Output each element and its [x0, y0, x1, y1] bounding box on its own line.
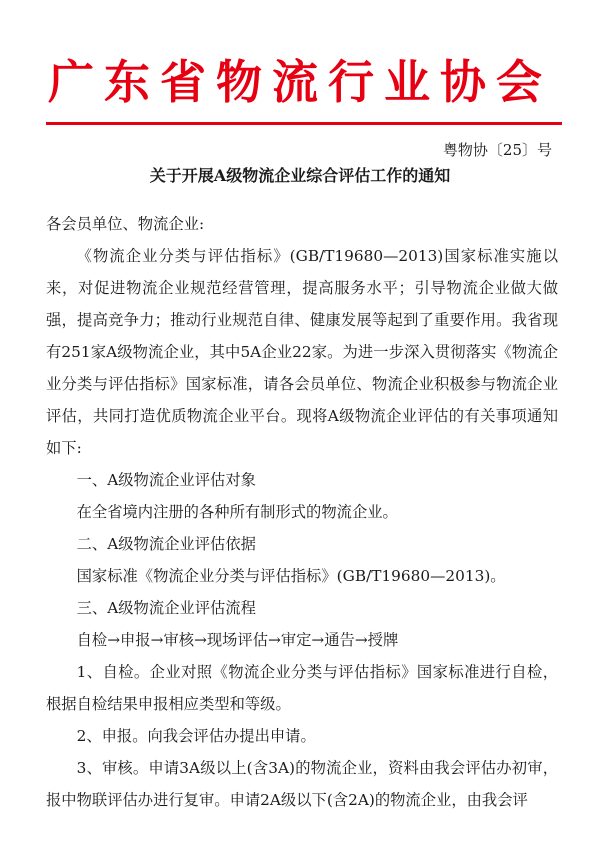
section-text-2: 国家标准《物流企业分类与评估指标》(GB/T19680—2013)。: [76, 567, 506, 585]
section-heading-3: 三、A级物流企业评估流程: [76, 599, 256, 617]
section-heading-2: 二、A级物流企业评估依据: [76, 535, 256, 553]
intro-paragraph: 《物流企业分类与评估指标》(GB/T19680—2013)国家标准实施以来，对促进物流企业规范经营管理，提高服务水平；引导物流企业做大做强，提高竞争力；推动行业规范自律、健康发展等起到了重要作用。我省现有251家A级物流企业，其中5A企业22家。为进一步深入贯彻落实《物流企业分类与评估指标》国家标准，请各会员单位、物流企业积极参与物流企业评估，共同打造优质物流企业平台。现将A级物流企业评估的有关事项通知如下:: [46, 247, 558, 457]
process-flow: 自检→申报→审核→现场评估→审定→通告→授牌: [76, 631, 399, 649]
header-divider: [46, 122, 562, 125]
document-number: 粤物协〔25〕号: [442, 141, 552, 159]
org-masthead: 广东省物流行业协会: [48, 55, 552, 109]
notice-title: 关于开展A级物流企业综合评估工作的通知: [149, 166, 451, 185]
step-self-check: 1、自检。企业对照《物流企业分类与评估指标》国家标准进行自检，根据自检结果申报相应类型和等级。: [46, 663, 558, 713]
section-heading-1: 一、A级物流企业评估对象: [76, 471, 256, 489]
section-text-1: 在全省境内注册的各种所有制形式的物流企业。: [76, 503, 398, 521]
step-apply: 2、申报。向我会评估办提出申请。: [76, 727, 316, 745]
salutation: 各会员单位、物流企业:: [46, 215, 205, 233]
document-body: [46, 204, 558, 816]
step-review: 3、审核。申请3A级以上(含3A)的物流企业，资料由我会评估办初审，报中物联评估办进行复审。申请2A级以下(含2A)的物流企业，由我会评: [46, 759, 558, 809]
